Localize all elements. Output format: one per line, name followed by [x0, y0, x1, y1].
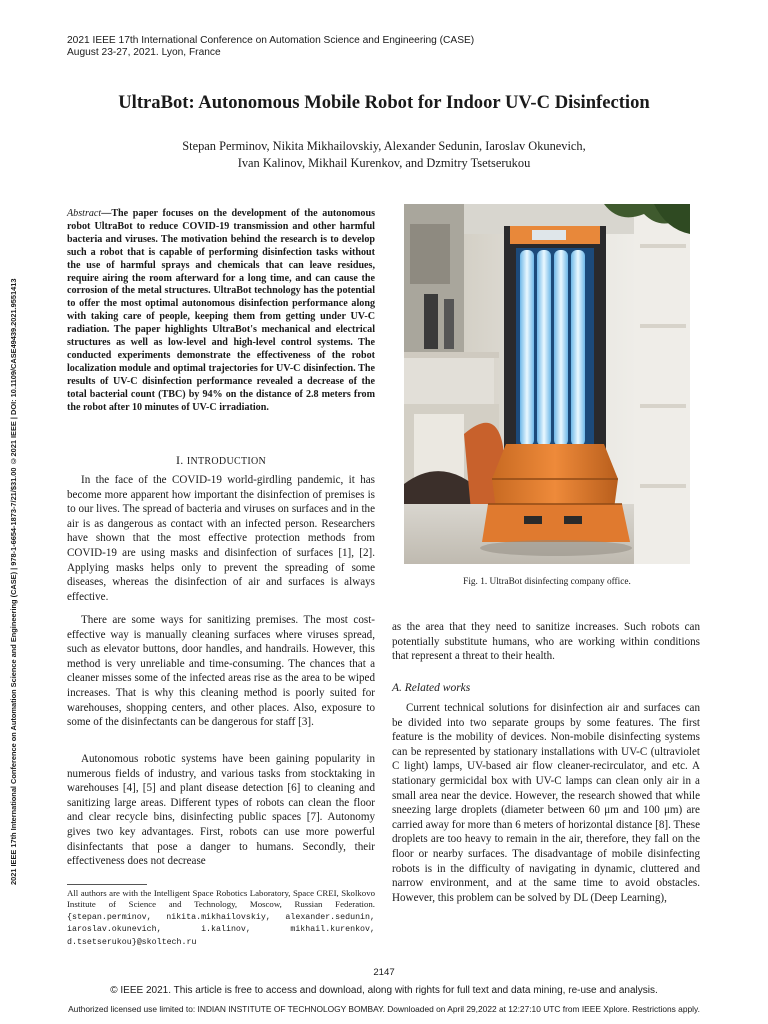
conference-date-location: August 23-27, 2021. Lyon, France [67, 47, 221, 58]
copyright-notice: © IEEE 2021. This article is free to access and download, along with rights for full text and data mining, re-use and analysis. [110, 985, 658, 996]
intro-paragraph-3 [67, 752, 375, 869]
footnote-emails: {stepan.perminov, nikita.mikhailovskiy, alexander.sedunin, iaroslav.okunevich, i.kalinov, mikhail.kurenkov, d.tsetserukou}@skoltech.ru [67, 912, 375, 947]
paragraph-text: Current technical solutions for disinfection air and surfaces can be divided into two separate groups by some features. The first feature is the mobility of devices. Non-mobile disinfecting systems can be represented by stationary installations with UV-C (ultraviolet C light) lamps, UV-based air flow cleaner-recirculator, and etc. A stationary germicidal box with UV-C lamps can clean only air in a small area near the device. However, the research showed that while sneezing large droplets (diameter between 60 μm and 100 μm) are carried away for more than 6 meters of horizontal distance [8]. These droplets are too heavy to remain in the air, therefore, they fall on the floor or nearby surfaces. The disadvantage of mobile disinfecting robots is in the difficulty of navigating in dynamic, cluttered and narrow environment, and at the same time to avoid obstacles. However, this problem can be solved by DL (Deep Learning), [392, 702, 700, 904]
subsection-heading-related-works: A. Related works [392, 682, 471, 694]
section-heading-introduction [67, 453, 375, 468]
doi-sidebar: 2021 IEEE 17th International Conference on Automation Science and Engineering (CASE) | 978-1-6654-1873-7/21/$31.00 ©2021 IEEE | DOI: 10.1109/CASE49439.2021.9551413 [9, 278, 18, 886]
abstract [67, 208, 375, 415]
author-line-2: Ivan Kalinov, Mikhail Kurenkov, and Dzmitry Tsetserukou [237, 156, 531, 170]
paragraph-text: as the area that they need to sanitize increases. Such robots can potentially substitute humans, who are working within conditions that represent a threat to their health. [392, 621, 700, 663]
right-column-continuation [392, 620, 700, 664]
figure-1-photo [404, 204, 690, 564]
section-title: INTRODUCTION [186, 456, 267, 467]
conference-header [67, 35, 474, 59]
intro-paragraph-1 [67, 473, 375, 604]
section-number: I. [175, 453, 187, 467]
paragraph-text: Autonomous robotic systems have been gaining popularity in numerous fields of industry, and various tasks from stocktaking in warehouses [4], [5] and plant disease detection [6] to cleaning and sanitizing large areas. Different types of robots can clean the floor and clear recycle bins, disinfecting public spaces [7]. Autonomy gives two key advantages. First, robots can use more powerful disinfectants that pose a danger to humans. Secondly, their effectiveness does not decrease [67, 753, 375, 868]
author-line-1: Stepan Perminov, Nikita Mikhailovskiy, Alexander Sedunin, Iaroslav Okunevich, [182, 139, 586, 153]
abstract-lead: Abstract [67, 208, 102, 219]
page-number: 2147 [373, 967, 395, 978]
abstract-text: The paper focuses on the development of the autonomous robot UltraBot to reduce COVID-19 transmission and other harmful bacteria and viruses. The motivation behind the research is to develop such a robot that is capable of performing disinfection tasks without the use of harmful sprays and chemicals that can leave residues, require airing the room afterward for a long time, and can cause the corrosion of the metal structures. UltraBot technology has the potential to offer the most optimal autonomous disinfection performance along with taking care of people, keeping them from getting under UV-C radiation. The paper highlights UltraBot's mechanical and electrical structures as well as low-level and high-level control systems. The conducted experiments demonstrate the effectiveness of the robot localization module and optimal trajectories for UV-C disinfection. The results of UV-C disinfection performance revealed a decrease of the total bacterial count (TBC) by 94% on the distance of 2.8 meters from the robot after 10 minutes of UV-C irradiation. [67, 208, 375, 413]
footnote-divider [67, 884, 147, 885]
author-list [40, 138, 728, 172]
intro-paragraph-2 [67, 613, 375, 730]
figure-1-caption: Fig. 1. UltraBot disinfecting company office. [463, 577, 631, 587]
footnote-affiliation: All authors are with the Intelligent Space Robotics Laboratory, Space CREI, Skolkovo Institute of Science and Technology, Moscow, Russian Federation. [67, 888, 375, 910]
paper-title: UltraBot: Autonomous Mobile Robot for Indoor UV-C Disinfection [118, 92, 650, 113]
related-works-paragraph [392, 701, 700, 905]
paragraph-text: In the face of the COVID-19 world-girdling pandemic, it has become more apparent how important the disinfection of premises is to our lives. The spread of bacteria and viruses on surfaces and in the air is as dangerous as contact with an infected person. Researchers have shown that the most effective protection methods from COVID-19 are using masks and disinfection of surfaces [1], [2]. Applying masks helps only to prevent the spreading of some diseases, whereas the disinfection of air and surfaces is always effective. [67, 474, 375, 603]
abstract-dash: — [101, 208, 112, 219]
affiliation-footnote [67, 888, 375, 948]
paragraph-text: There are some ways for sanitizing premises. The most cost-effective way is manually cleaning surfaces where viruses spread, such as elevator buttons, door handles, and handrails. However, this method is very unreliable and time-consuming. The chances that a cleaner misses some of the infected areas rise as the area to be wiped increases. That is why this cleaning method is poorly suited for warehouses, shopping centers, and other places. Also, exposure to some of the disinfectants can be dangerous for staff [3]. [67, 614, 375, 729]
license-notice: Authorized licensed use limited to: INDIAN INSTITUTE OF TECHNOLOGY BOMBAY. Downloaded on April 29,2022 at 12:27:10 UTC from IEEE Xplore. Restrictions apply. [68, 1004, 700, 1014]
conference-name: 2021 IEEE 17th International Conference on Automation Science and Engineering (CASE) [67, 35, 475, 46]
